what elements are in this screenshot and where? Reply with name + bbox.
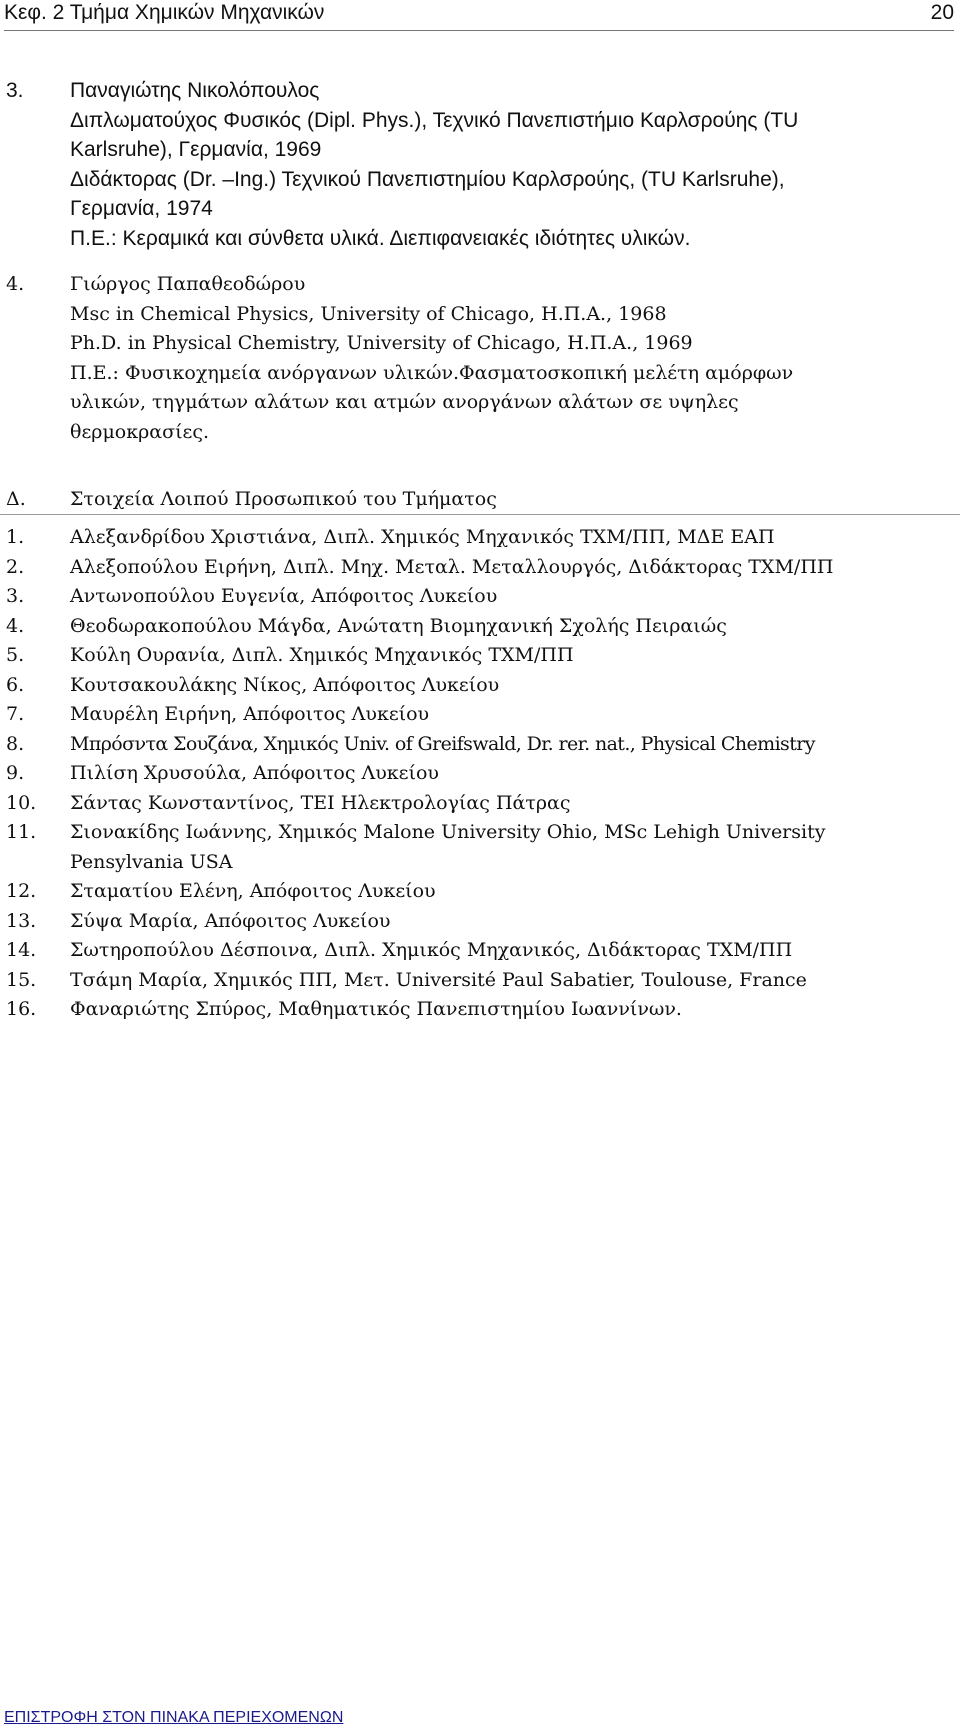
degree-line: Διπλωματούχος Φυσικός (Dipl. Phys.), Τεχνικό Πανεπιστήμιο Καρλσρούης (TU	[70, 108, 799, 132]
staff-number: 3.	[6, 585, 25, 607]
staff-list	[0, 523, 960, 1025]
degree-line: Γερμανία, 1974	[70, 197, 213, 220]
staff-item	[0, 818, 960, 877]
research-field-cont: θερμοκρασίες.	[70, 420, 210, 443]
staff-number: 14.	[6, 939, 37, 961]
staff-text: Σάντας Κωνσταντίνος, ΤΕΙ Ηλεκτρολογίας Πάτρας	[70, 791, 571, 814]
staff-number: 6.	[6, 673, 25, 696]
entry-number: 3.	[6, 79, 24, 102]
staff-number: 10.	[6, 791, 37, 814]
research-field-cont: υλικών, τηγμάτων αλάτων και ατμών ανοργάνων αλάτων σε υψηλες	[70, 391, 739, 413]
staff-item	[0, 671, 960, 701]
staff-number: 13.	[6, 909, 37, 932]
staff-text: Κούλη Ουρανία, Διπλ. Χημικός Μηχανικός ΤΧΜ/ΠΠ	[70, 644, 574, 666]
staff-item	[0, 612, 960, 642]
staff-text: Σύψα Μαρία, Απόφοιτος Λυκείου	[70, 909, 391, 932]
staff-text: Αλεξανδρίδου Χριστιάνα, Διπλ. Χημικός Μηχανικός ΤΧΜ/ΠΠ, ΜΔΕ ΕΑΠ	[70, 526, 775, 548]
back-to-contents-link[interactable]: ΕΠΙΣΤΡΟΦΗ ΣΤΟΝ ΠΙΝΑΚΑ ΠΕΡΙΕΧΟΜΕΝΩΝ	[4, 1709, 344, 1726]
staff-number: 2.	[6, 555, 25, 578]
staff-number: 1.	[6, 526, 25, 548]
section-title: Στοιχεία Λοιπού Προσωπικού του Τμήματος	[70, 488, 497, 510]
staff-text: Τσάμη Μαρία, Χημικός ΠΠ, Μετ. Université Paul Sabatier, Toulouse, France	[70, 968, 807, 991]
entry-number: 4.	[6, 273, 25, 295]
chapter-title: Κεφ. 2 Τμήμα Χημικών Μηχανικών	[4, 1, 325, 24]
page-header	[4, 0, 954, 31]
staff-number: 15.	[6, 968, 37, 991]
staff-text-cont: Pensylvania USA	[70, 850, 233, 873]
staff-item	[0, 789, 960, 819]
degree-line: Ph.D. in Physical Chemistry, University of Chicago, Η.Π.Α., 1969	[70, 332, 693, 354]
staff-number: 8.	[6, 732, 25, 755]
staff-item	[0, 995, 960, 1025]
faculty-name: Γιώργος Παπαθεοδώρου	[70, 273, 306, 295]
degree-line: Διδάκτορας (Dr. –Ing.) Τεχνικού Πανεπιστημίου Καρλσρούης, (TU Karlsruhe),	[70, 167, 785, 191]
staff-text: Αλεξοπούλου Ειρήνη, Διπλ. Μηχ. Μεταλ. Μεταλλουργός, Διδάκτορας ΤΧΜ/ΠΠ	[70, 555, 834, 578]
staff-item	[0, 966, 960, 996]
staff-text: Μπρόσντα Σουζάνα, Χημικός Univ. of Greifswald, Dr. rer. nat., Physical Chemistry	[70, 732, 815, 755]
staff-number: 5.	[6, 644, 25, 666]
staff-item	[0, 553, 960, 583]
staff-item	[0, 936, 960, 966]
staff-number: 7.	[6, 703, 25, 725]
staff-text: Μαυρέλη Ειρήνη, Απόφοιτος Λυκείου	[70, 703, 430, 725]
staff-text: Αντωνοπούλου Ευγενία, Απόφοιτος Λυκείου	[70, 585, 498, 607]
staff-item	[0, 582, 960, 612]
section-number: Δ.	[6, 488, 26, 510]
staff-item	[0, 907, 960, 937]
staff-text: Φαναριώτης Σπύρος, Μαθηματικός Πανεπιστημίου Ιωαννίνων.	[70, 998, 682, 1020]
research-field: Π.Ε.: Κεραμικά και σύνθετα υλικά. Διεπιφανειακές ιδιότητες υλικών.	[70, 226, 691, 250]
degree-line: Karlsruhe), Γερμανία, 1969	[70, 138, 322, 161]
staff-text: Πιλίση Χρυσούλα, Απόφοιτος Λυκείου	[70, 762, 439, 784]
staff-number: 11.	[6, 821, 37, 843]
staff-item	[0, 759, 960, 789]
staff-item	[0, 523, 960, 553]
staff-item	[0, 730, 960, 760]
staff-item	[0, 877, 960, 907]
staff-number: 9.	[6, 762, 25, 784]
degree-line: Msc in Chemical Physics, University of Chicago, Η.Π.Α., 1968	[70, 302, 667, 325]
section-heading-d	[0, 484, 960, 515]
staff-text: Κουτσακουλάκης Νίκος, Απόφοιτος Λυκείου	[70, 673, 500, 696]
staff-number: 4.	[6, 614, 25, 637]
staff-item	[0, 641, 960, 671]
faculty-name: Παναγιώτης Νικολόπουλος	[70, 79, 320, 102]
staff-number: 16.	[6, 998, 37, 1020]
staff-number: 12.	[6, 880, 37, 902]
staff-text: Σιονακίδης Ιωάννης, Χημικός Malone University Ohio, MSc Lehigh University	[70, 821, 826, 843]
staff-text: Σταματίου Ελένη, Απόφοιτος Λυκείου	[70, 880, 436, 902]
staff-item	[0, 700, 960, 730]
research-field: Π.Ε.: Φυσικοχημεία ανόργανων υλικών.Φασματοσκοπική μελέτη αμόρφων	[70, 361, 794, 384]
staff-text: Σωτηροπούλου Δέσποινα, Διπλ. Χημικός Μηχανικός, Διδάκτορας ΤΧΜ/ΠΠ	[70, 939, 793, 961]
page-number: 20	[930, 1, 954, 24]
staff-text: Θεοδωρακοπούλου Μάγδα, Ανώτατη Βιομηχανική Σχολής Πειραιώς	[70, 614, 727, 637]
